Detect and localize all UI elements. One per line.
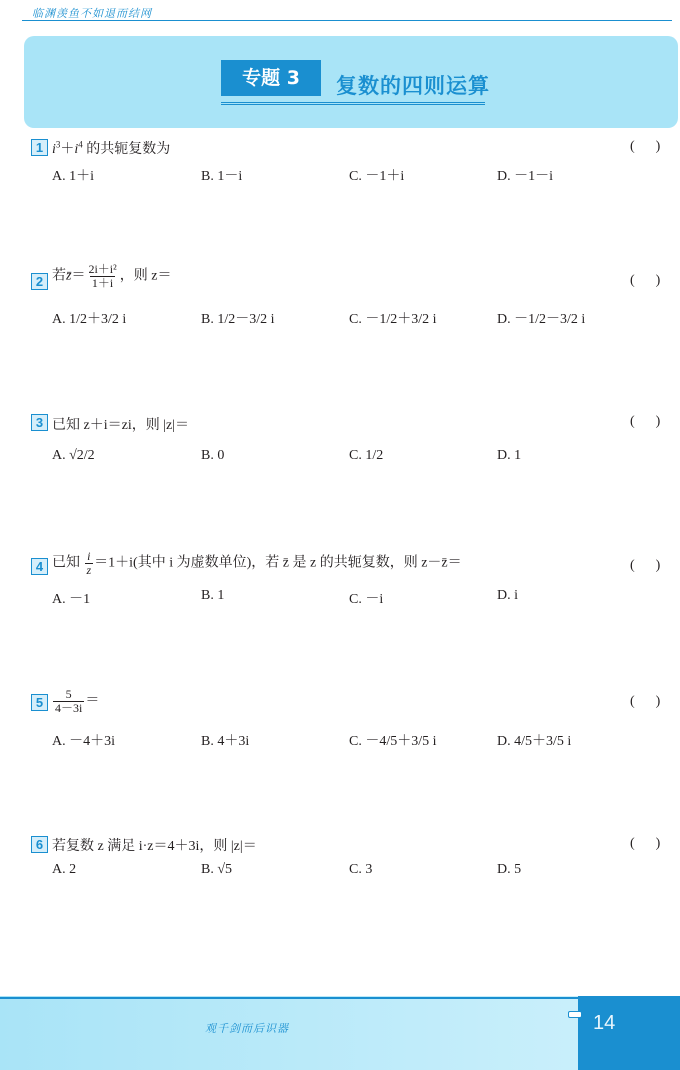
question-number: 5	[31, 694, 48, 711]
question-stem	[52, 550, 462, 577]
question-stem: 已知 z＋i＝zi，则 |z|＝	[52, 418, 190, 433]
option-d: D. －1－i	[497, 169, 553, 184]
fraction	[86, 263, 118, 290]
stem-suffix: ＝1＋i(其中 i 为虚数单位)，若 z̄ 是 z 的共轭复数，则 z－z̄＝	[94, 555, 462, 571]
question-1	[0, 138, 680, 218]
option-c: C. －i	[349, 592, 384, 607]
answer-blank: ( )	[630, 694, 661, 709]
option-d: D. －1/2－3/2 i	[497, 312, 586, 327]
answer-blank: ( )	[630, 414, 661, 429]
question-stem	[52, 688, 99, 715]
option-b: B. 1－i	[201, 169, 243, 184]
topic-title: 复数的四则运算	[336, 74, 490, 98]
option-a: A. －1	[52, 592, 91, 607]
footer-motto: 观千剑而后识器	[205, 1022, 289, 1035]
title-underline	[221, 102, 485, 105]
option-c: C. －4/5＋3/5 i	[349, 734, 437, 749]
question-stem: 若z̄＝ $\frac{\text{2i＋i²}}{1+i}$ ，则 z＝	[52, 262, 172, 290]
question-2	[0, 263, 680, 343]
page-tab-notch	[568, 1011, 582, 1018]
option-a: A. 2	[52, 862, 77, 877]
question-number: 4	[31, 558, 48, 575]
fraction-denominator: 1＋i	[91, 276, 114, 290]
stem-prefix: 若	[52, 268, 66, 284]
answer-blank: ( )	[630, 836, 661, 851]
stem-prefix: 已知	[52, 555, 80, 571]
header-motto: 临渊羡鱼不如退而结网	[32, 7, 152, 20]
title-banner	[24, 36, 678, 128]
option-c: C. 3	[349, 862, 373, 877]
fraction-numerator: 2i＋i²	[88, 262, 117, 276]
question-3	[0, 414, 680, 494]
stem-suffix: ，则 z＝	[119, 268, 172, 284]
option-d: D. 5	[497, 862, 522, 877]
option-d: D. i	[497, 588, 518, 603]
fraction	[53, 688, 84, 715]
footer-rule	[0, 997, 580, 999]
question-6	[0, 835, 680, 915]
option-d: D. 4/5＋3/5 i	[497, 734, 572, 749]
option-a: A. 1/2＋3/2 i	[52, 312, 127, 327]
option-b: B. 4＋3i	[201, 734, 250, 749]
option-a: A. 1＋i	[52, 169, 94, 184]
question-number: 6	[31, 836, 48, 853]
option-d: D. 1	[497, 448, 522, 463]
question-number: 1	[31, 139, 48, 156]
stem-suffix: ＝	[85, 693, 100, 709]
question-4	[0, 550, 680, 630]
option-b: B. √5	[201, 862, 233, 877]
page-number: 14	[593, 1012, 616, 1034]
fraction: $\frac{i}{z}$	[86, 549, 92, 577]
question-number: 2	[31, 273, 48, 290]
option-a: A. √2/2	[52, 448, 95, 463]
option-c: C. －1/2＋3/2 i	[349, 312, 437, 327]
fraction-denominator: 4－3i	[55, 701, 83, 715]
option-b: B. 0	[201, 448, 225, 463]
question-5	[0, 688, 680, 768]
option-b: B. 1	[201, 588, 225, 603]
question-number: 3	[31, 414, 48, 431]
option-a: A. －4＋3i	[52, 734, 115, 749]
answer-blank: ( )	[630, 139, 661, 154]
topic-tag: 专题 3	[221, 60, 321, 96]
option-b: B. 1/2－3/2 i	[201, 312, 275, 327]
answer-blank: ( )	[630, 273, 661, 288]
fraction-numerator: 5	[65, 687, 72, 701]
header-rule	[22, 20, 672, 21]
answer-blank: ( )	[630, 558, 661, 573]
option-c: C. －1＋i	[349, 169, 405, 184]
option-c: C. 1/2	[349, 448, 384, 463]
question-stem: $i^3+i^4$ 的共轭复数为	[52, 139, 171, 157]
question-stem: 若复数 z 满足 i·z＝4＋3i，则 |z|＝	[52, 839, 257, 854]
